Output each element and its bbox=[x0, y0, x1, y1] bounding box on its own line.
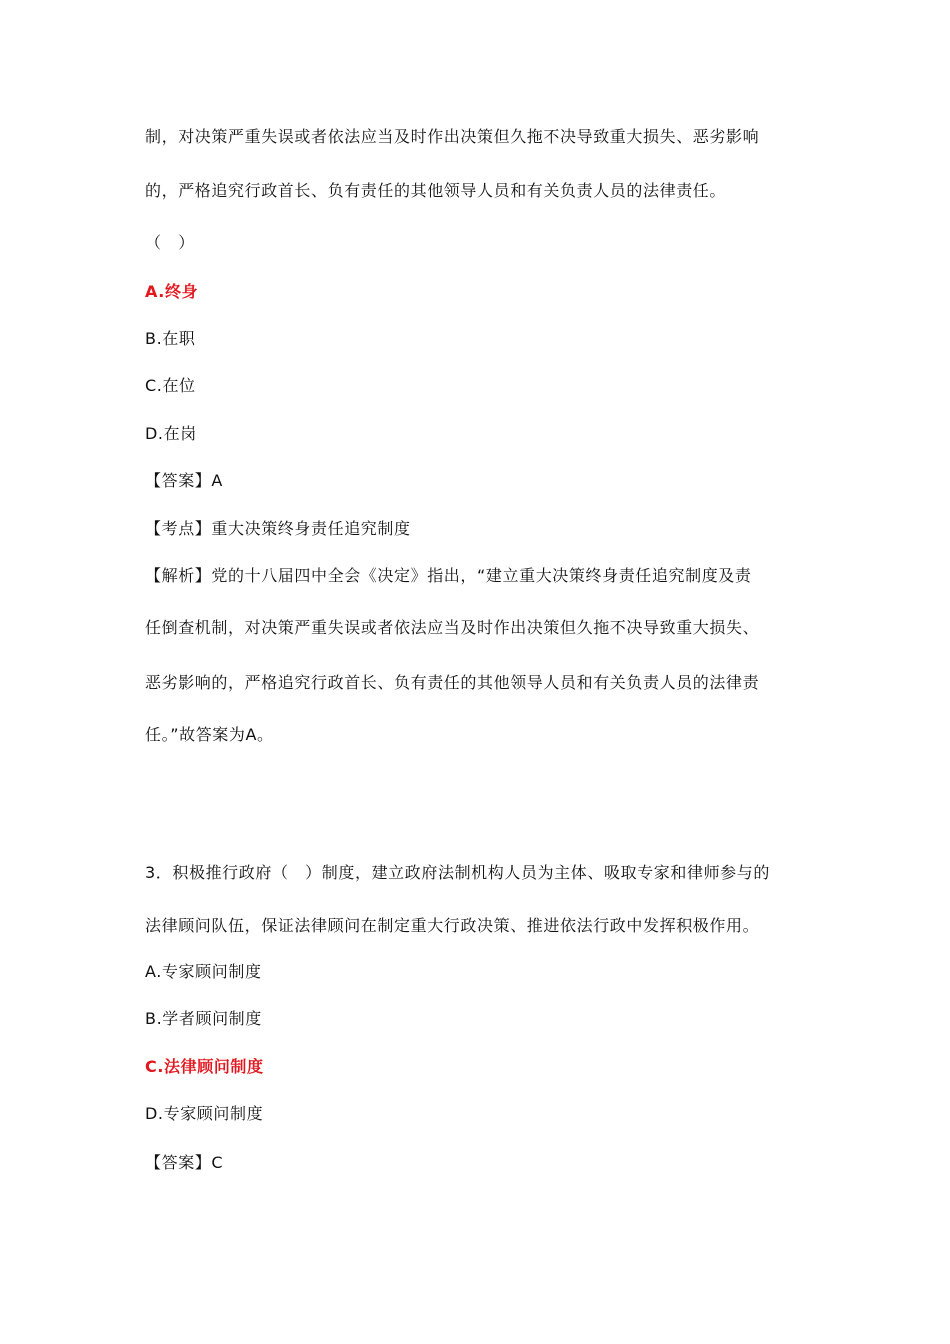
q3-stem-line-2: 法律顾问队伍，保证法律顾问在制定重大行政决策、推进依法行政中发挥积极作用。 bbox=[145, 916, 760, 935]
q2-blank: （ ） bbox=[145, 233, 195, 252]
q2-option-c: C.在位 bbox=[145, 376, 196, 395]
q2-point: 【考点】重大决策终身责任追究制度 bbox=[145, 519, 411, 538]
q2-stem-line-2: 的，严格追究行政首长、负有责任的其他领导人员和有关负责人员的法律责任。 bbox=[145, 181, 727, 200]
q2-option-d: D.在岗 bbox=[145, 424, 197, 443]
q3-option-a: A.专家顾问制度 bbox=[145, 962, 262, 981]
q3-option-d: D.专家顾问制度 bbox=[145, 1104, 264, 1123]
q3-stem-line-1: 3．积极推行政府（ ）制度，建立政府法制机构人员为主体、吸取专家和律师参与的 bbox=[145, 863, 770, 882]
q2-analysis-line-4: 任。”故答案为A。 bbox=[145, 725, 274, 744]
q2-option-b: B.在职 bbox=[145, 329, 196, 348]
q2-analysis-line-2: 任倒查机制，对决策严重失误或者依法应当及时作出决策但久拖不决导致重大损失、 bbox=[145, 618, 760, 637]
q2-analysis-line-1: 【解析】党的十八届四中全会《决定》指出，“建立重大决策终身责任追究制度及责 bbox=[145, 566, 752, 585]
q3-option-b: B.学者顾问制度 bbox=[145, 1009, 262, 1028]
q3-answer: 【答案】C bbox=[145, 1153, 224, 1172]
q2-analysis-line-3: 恶劣影响的，严格追究行政首长、负有责任的其他领导人员和有关负责人员的法律责 bbox=[145, 673, 760, 692]
q2-option-a: A.终身 bbox=[145, 282, 199, 301]
q3-option-c: C.法律顾问制度 bbox=[145, 1057, 264, 1076]
q2-answer: 【答案】A bbox=[145, 471, 223, 490]
q2-stem-line-1: 制，对决策严重失误或者依法应当及时作出决策但久拖不决导致重大损失、恶劣影响 bbox=[145, 127, 760, 146]
